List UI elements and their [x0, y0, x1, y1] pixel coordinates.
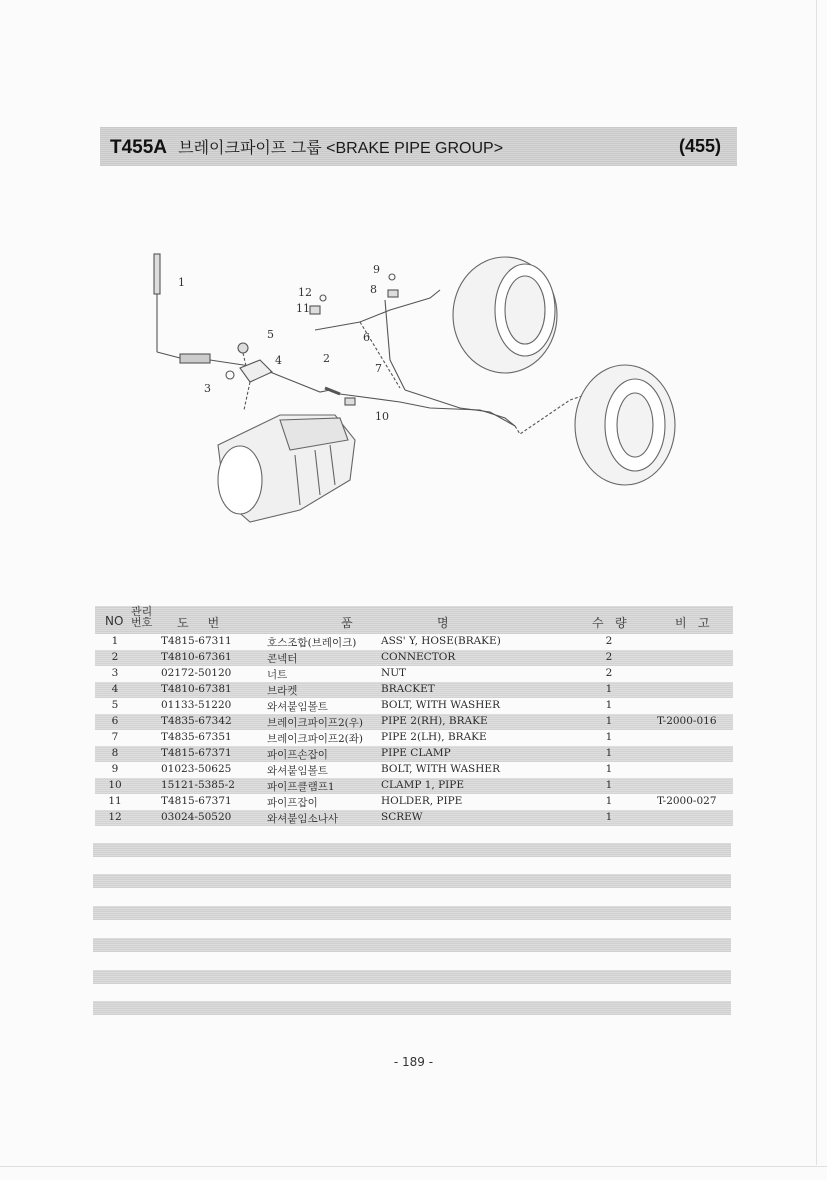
header-mgmt-no: 관리 번호 [131, 605, 153, 629]
header-remarks: 비 고 [675, 616, 710, 630]
callout-8: 8 [370, 283, 377, 296]
callout-11: 11 [296, 302, 310, 315]
empty-row-band [93, 1001, 731, 1015]
table-row: 9 01023-50625 와셔붙임볼트 BOLT, WITH WASHER 1 [111, 763, 613, 777]
hose-fitting [154, 254, 160, 294]
empty-row-band [93, 874, 731, 888]
transmission-housing [218, 415, 355, 522]
callout-5: 5 [267, 328, 274, 341]
empty-row-band [93, 970, 731, 984]
callout-4: 4 [275, 354, 282, 367]
empty-row-band [93, 906, 731, 920]
pipe-clamp-8 [388, 290, 398, 297]
exploded-parts-diagram [130, 240, 710, 570]
screw-12 [320, 295, 326, 301]
section-title [110, 135, 503, 159]
header-part-name-en: 명 [437, 616, 449, 630]
header-part-name-kr: 품 [341, 616, 353, 630]
callout-3: 3 [204, 382, 211, 395]
callout-12: 12 [298, 286, 312, 299]
page-edge [816, 0, 817, 1165]
table-row: 4 T4810-67381 브라켓 BRACKET 1 [95, 682, 733, 698]
table-row: 8 T4815-67371 파이프손잡이 PIPE CLAMP 1 [95, 746, 733, 762]
parts-table [95, 606, 733, 826]
bracket [240, 360, 272, 382]
section-header [100, 127, 737, 166]
page-number: - 189 - [393, 1055, 434, 1069]
bolt-5 [238, 343, 248, 353]
table-row: 6 T4835-67342 브레이크파이프2(우) PIPE 2(RH), BRAKE 1 T-2000-016 [95, 714, 733, 730]
group-title: 브레이크파이프 그룹 <BRAKE PIPE GROUP> [178, 139, 504, 157]
clamp-10 [345, 398, 355, 405]
hose-end [180, 354, 210, 363]
callout-9: 9 [373, 263, 380, 276]
axle-housing-right [453, 257, 557, 373]
callout-1: 1 [178, 276, 185, 289]
table-row: 7 T4835-67351 브레이크파이프2(좌) PIPE 2(LH), BRAKE 1 [111, 731, 613, 745]
table-row: 1 T4815-67311 호스조합(브레이크) ASS' Y, HOSE(BRAKE) 2 [111, 635, 613, 649]
holder-11 [310, 306, 320, 314]
bolt-9 [389, 274, 395, 280]
group-page-ref: (455) [678, 136, 721, 156]
table-row: 11 T4815-67371 파이프잡이 HOLDER, PIPE 1 T-2000-027 [108, 795, 717, 809]
table-row: 2 T4810-67361 콘넥터 CONNECTOR 2 [95, 650, 733, 666]
pipe-7 [405, 390, 515, 426]
table-row: 10 15121-5385-2 파이프클램프1 CLAMP 1, PIPE 1 [95, 778, 733, 794]
nut-3 [226, 371, 234, 379]
header-no: NO [105, 614, 124, 628]
callout-7: 7 [375, 362, 382, 375]
page-edge-bottom [0, 1166, 827, 1167]
table-row: 5 01133-51220 와셔붙임볼트 BOLT, WITH WASHER 1 [111, 699, 613, 713]
group-code: T455A [110, 136, 168, 158]
callout-10: 10 [375, 410, 389, 423]
callout-6: 6 [363, 331, 370, 344]
callout-2: 2 [323, 352, 330, 365]
axle-housing-left [575, 365, 675, 485]
pipe-6 [270, 372, 330, 392]
empty-row-band [93, 938, 731, 952]
header-drawing-no: 도 번 [177, 616, 220, 630]
table-row: 12 03024-50520 와셔붙임소나사 SCREW 1 [95, 810, 733, 826]
table-header [95, 606, 733, 634]
empty-row-band [93, 843, 731, 857]
table-row: 3 02172-50120 너트 NUT 2 [111, 667, 613, 681]
header-qty: 수 량 [592, 616, 627, 630]
